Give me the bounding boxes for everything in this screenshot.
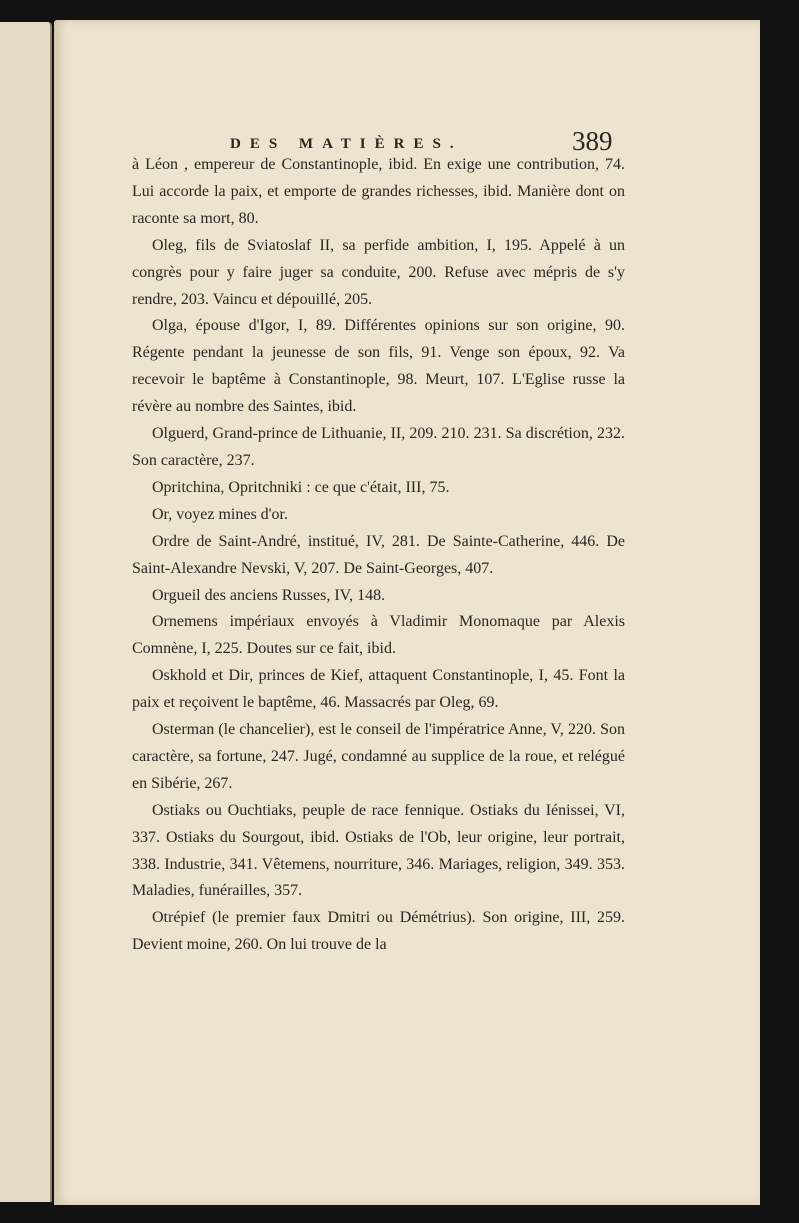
index-entry: Or, voyez mines d'or. bbox=[152, 505, 288, 523]
index-entry: Olguerd, Grand-prince de Lithuanie, II, 209. 210. 231. Sa discrétion, 232. Son caractère, 237. bbox=[132, 425, 629, 469]
book-page bbox=[54, 20, 760, 1205]
index-entry: Olga, épouse d'Igor, I, 89. Différentes opinions sur son origine, 90. Régente pendant la jeunesse de son fils, 91. Venge son époux, 92. Va recevoir le baptême à Constantinople, 98. Meurt, 107. L'Eglise russe la révère au nombre des Saintes, ibid. bbox=[132, 317, 629, 416]
index-entry: Ornemens impériaux envoyés à Vladimir Monomaque par Alexis Comnène, I, 225. Doutes sur ce fait, ibid. bbox=[132, 613, 629, 658]
index-entry: Ostiaks ou Ouchtiaks, peuple de race fennique. Ostiaks du Iénissei, VI, 337. Ostiaks du Sourgout, ibid. Ostiaks de l'Ob, leur origine, leur portrait, 338. Industrie, 341. Vêtemens, nourriture, 346. Mariages, religion, 349. 353. Maladies, funérailles, 357. bbox=[132, 801, 629, 900]
index-entry: Orgueil des anciens Russes, IV, 148. bbox=[152, 586, 386, 604]
index-entry: Oskhold et Dir, princes de Kief, attaquent Constantinople, I, 45. Font la paix et reçoivent le baptême, 46. Massacrés par Oleg, 69. bbox=[132, 667, 629, 712]
page-number: 389 bbox=[572, 126, 613, 156]
index-text bbox=[132, 152, 629, 959]
index-entry: Opritchina, Opritchniki : ce que c'était, III, 75. bbox=[152, 478, 450, 496]
index-entry: Otrépief (le premier faux Dmitri ou Démétrius). Son origine, III, 259. Devient moine, 260. On lui trouve de la bbox=[132, 909, 629, 954]
index-entry: à Léon , empereur de Constantinople, ibid. En exige une contribution, 74. Lui accorde la paix, et emporte de grandes richesses, ibid. Manière dont on raconte sa mort, 80. bbox=[132, 156, 629, 227]
index-entry: Oleg, fils de Sviatoslaf II, sa perfide ambition, I, 195. Appelé à un congrès pour y faire juger sa conduite, 200. Refuse avec mépris de s'y rendre, 203. Vaincu et dépouillé, 205. bbox=[132, 236, 629, 308]
facing-page-edge bbox=[0, 22, 52, 1202]
running-title: DES MATIÈRES. bbox=[230, 136, 463, 152]
index-entry: Osterman (le chancelier), est le conseil de l'impératrice Anne, V, 220. Son caractère, sa fortune, 247. Jugé, condamné au supplice de la roue, et relégué en Sibérie, 267. bbox=[132, 721, 629, 792]
index-entry: Ordre de Saint-André, institué, IV, 281. De Sainte-Catherine, 446. De Saint-Alexandre Nevski, V, 207. De Saint-Georges, 407. bbox=[132, 532, 629, 577]
